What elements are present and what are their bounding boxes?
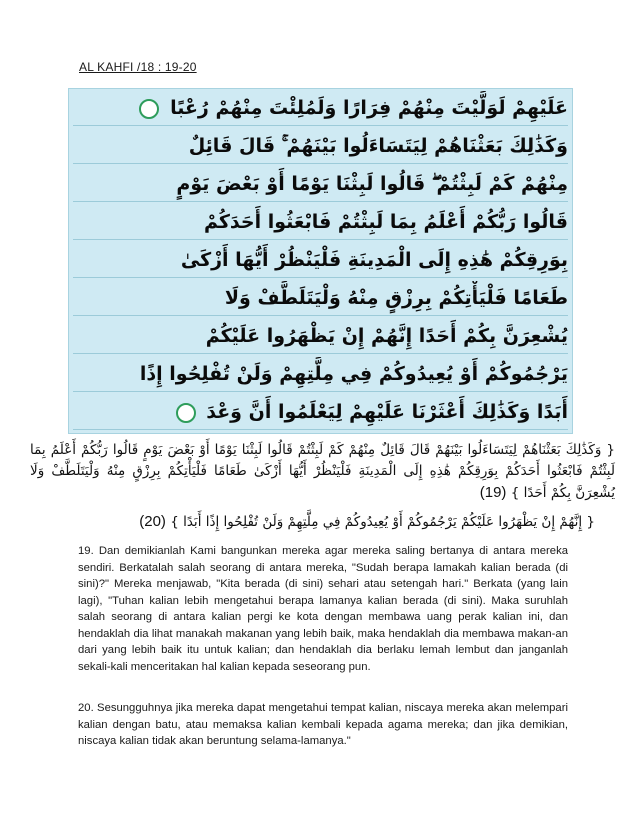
mushaf-row-text: وَكَذَٰلِكَ بَعَثْنَاهُمْ لِيَتَسَاءَلُوا بَيْنَهُمْ ۚ قَالَ قَائِلٌ [188, 135, 568, 157]
mushaf-row [73, 281, 568, 316]
ayah-end-marker-icon [176, 403, 196, 423]
mushaf-row-text: يُشْعِرَنَّ بِكُمْ أَحَدًا إِنَّهُمْ إِنْ يَظْهَرُوا عَلَيْكُمْ [205, 325, 568, 347]
mushaf-row [73, 357, 568, 392]
mushaf-row [73, 167, 568, 202]
ayah-end-marker-icon [139, 99, 159, 119]
mushaf-row [73, 91, 568, 126]
mushaf-row-text: عَلَيْهِمْ لَوَلَّيْتَ مِنْهُمْ فِرَارًا وَلَمُلِئْتَ مِنْهُمْ رُعْبًا [170, 97, 568, 119]
verse-number-20: (20) [139, 513, 166, 530]
translation-verse-20: 20. Sesungguhnya jika mereka dapat mengetahui tempat kalian, niscaya mereka akan melempari kalian dengan batu, atau memaksa kalian kembali kepada agama mereka; dan jika demikian, niscaya kalian tidak akan beruntung selama-lamanya." [78, 702, 568, 747]
mushaf-row-text: طَعَامًا فَلْيَأْتِكُمْ بِرِزْقٍ مِنْهُ وَلْيَتَلَطَّفْ وَلَا [224, 287, 568, 309]
mushaf-row [73, 205, 568, 240]
mushaf-image [68, 88, 573, 434]
arabic-verse-20-text: { إِنَّهُمْ إِنْ يَظْهَرُوا عَلَيْكُمْ يَرْجُمُوكُمْ أَوْ يُعِيدُوكُمْ فِي مِلَّتِهِمْ وَلَنْ تُفْلِحُوا إِذًا أَبَدًا } [170, 514, 595, 530]
mushaf-row-text: بِوَرِقِكُمْ هَٰذِهِ إِلَى الْمَدِينَةِ فَلْيَنْظُرْ أَيُّهَا أَزْكَىٰ [180, 249, 568, 271]
mushaf-row-text: أَبَدًا وَكَذَٰلِكَ أَعْثَرْنَا عَلَيْهِمْ لِيَعْلَمُوا أَنَّ وَعْدَ [206, 401, 568, 423]
verse-number-19: (19) [479, 484, 507, 501]
mushaf-row-text: مِنْهُمْ كَمْ لَبِثْتُمْ ۖ قَالُوا لَبِثْنَا يَوْمًا أَوْ بَعْضَ يَوْمٍ [176, 173, 568, 195]
arabic-verse-19-text: { وَكَذَٰلِكَ بَعَثْنَاهُمْ لِيَتَسَاءَلُوا بَيْنَهُمْ قَالَ قَائِلٌ مِنْهُمْ كَمْ لَبِثْتُمْ قَالُوا لَبِثْنَا يَوْمًا أَوْ بَعْضَ يَوْمٍ قَالُوا رَبُّكُمْ أَعْلَمُ بِمَا لَبِثْتُمْ فَابْعَثُوا أَحَدَكُمْ بِوَرِقِكُمْ هَٰذِهِ إِلَى الْمَدِينَةِ فَلْيَنْظُرْ أَيُّهَا أَزْكَىٰ طَعَامًا فَلْيَأْتِكُمْ بِرِزْقٍ مِنْهُ وَلْيَتَلَطَّفْ وَلَا يُشْعِرَنَّ بِكُمْ أَحَدًا } [30, 442, 615, 501]
mushaf-row [73, 243, 568, 278]
arabic-verse-20 [75, 511, 595, 533]
page-heading: AL KAHFI /18 : 19-20 [79, 60, 197, 74]
arabic-verse-19 [30, 440, 615, 504]
translation-verse-19: 19. Dan demikianlah Kami bangunkan mereka agar mereka saling bertanya di antara mereka sendiri. Berkatalah salah seorang di antara mereka, "Sudah berapa lamakah kalian berada (di sini)?" Mereka menjawab, "Kita berada (di sini) sehari atau setengah hari." Berkata (yang lain lagi), "Tuhan kalian lebih mengetahui berapa lamanya kalian berada (di sini). Maka suruhlah salah seorang di antara kalian pergi ke kota dengan membawa uang perak kalian ini, dan hendaklah dia lihat manakah makanan yang lebih baik, maka hendaklah dia membawa makan-an dari yang lebih baik itu untuk kalian; dan hendaklah dia berlaku lemah lembut dan janganlah sekali-kali menceritakan hal kalian kepada seseorang pun. [78, 545, 568, 673]
mushaf-row-text: يَرْجُمُوكُمْ أَوْ يُعِيدُوكُمْ فِي مِلَّتِهِمْ وَلَنْ تُفْلِحُوا إِذًا [139, 363, 568, 385]
mushaf-row [73, 395, 568, 430]
mushaf-row [73, 319, 568, 354]
mushaf-row [73, 129, 568, 164]
mushaf-row-text: قَالُوا رَبُّكُمْ أَعْلَمُ بِمَا لَبِثْتُمْ فَابْعَثُوا أَحَدَكُمْ [203, 211, 568, 233]
